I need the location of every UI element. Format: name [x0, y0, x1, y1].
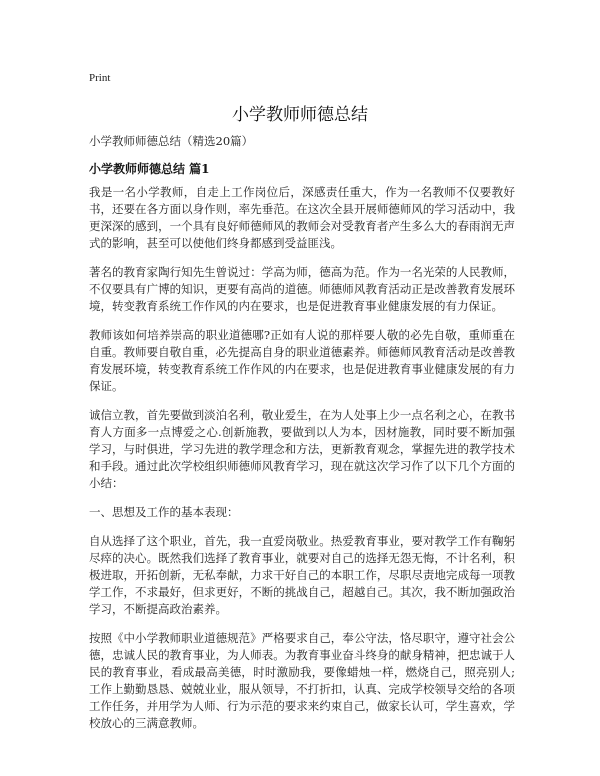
- paragraph: 诚信立教，首先要做到淡泊名利，敬业爱生，在为人处事上少一点名利之心，在教书育人方面多一点博爱之心.创新施教，要做到以人为本，因材施教，同时要不断加强学习，与时俱进，学习先进的教学理念和方法，更新教育观念，掌握先进的教学技术和手段。通过此次学校组织师德师风教育学习，现在就这次学习作了以下几个方面的小结：: [89, 408, 515, 490]
- paragraph: 我是一名小学教师，自走上工作岗位后，深感责任重大，作为一名教师不仅要教好书，还要在各方面以身作则，率先垂范。在这次全县开展师德师风的学习活动中，我更深深的感到，一个具有良好师德师风的教师会对受教育者产生多么大的春雨润无声式的影响，甚至可以使他们终身都感到受益匪浅。: [89, 185, 515, 250]
- paragraph: 自从选择了这个职业，首先，我一直爱岗敬业。热爱教育事业，要对教学工作有鞠躬尽瘁的决心。既然我们选择了教育事业，就要对自己的选择无怨无悔，不计名利，积极进取，开拓创新，无私奉献，力求干好自己的本职工作，尽职尽责地完成每一项教学工作，不求最好，但求更好，不断的挑战自己，超越自己。其次，我不断加强政治学习，不断提高政治素养。: [89, 534, 515, 616]
- section-heading: 小学教师师德总结 篇1: [89, 162, 210, 176]
- paragraph: 按照《中小学教师职业道德规范》严格要求自己，奉公守法，恪尽职守，遵守社会公德，忠诚人民的教育事业，为人师表。为教育事业奋斗终身的献身精神，把忠诚于人民的教育事业，看成最高美德，时时激励我，要像蜡烛一样，燃烧自己，照亮别人;工作上勤勤恳恳、兢兢业业，服从领导，不打折扣，认真、完成学校领导交给的各项工作任务，并用学为人师、行为示范的要求来约束自己，做家长认可，学生喜欢，学校放心的三满意教师。: [89, 631, 515, 730]
- document-subtitle: 小学教师师德总结（精选20篇）: [89, 134, 254, 148]
- print-link[interactable]: Print: [89, 72, 111, 84]
- page-title: 小学教师师德总结: [232, 105, 368, 125]
- subheading-paragraph: 一、思想及工作的基本表现：: [89, 505, 239, 519]
- article-body: [89, 184, 515, 744]
- paragraph: 教师该如何培养崇高的职业道德哪?正如有人说的那样要人敬的必先自敬，重师重在自重。教师要自敬自重，必先提高自身的职业道德素养。师德师风教育活动是改善教育发展环境，转变教育系统工作作风的内在要求，也是促进教育事业健康发展的有力保证。: [89, 328, 515, 393]
- paragraph: 著名的教育家陶行知先生曾说过：学高为师，德高为范。作为一名光荣的人民教师，不仅要具有广博的知识，更要有高尚的道德。师德师风教育活动正是改善教育发展环境，转变教育系统工作作风的内在要求，也是促进教育事业健康发展的有力保证。: [89, 265, 515, 313]
